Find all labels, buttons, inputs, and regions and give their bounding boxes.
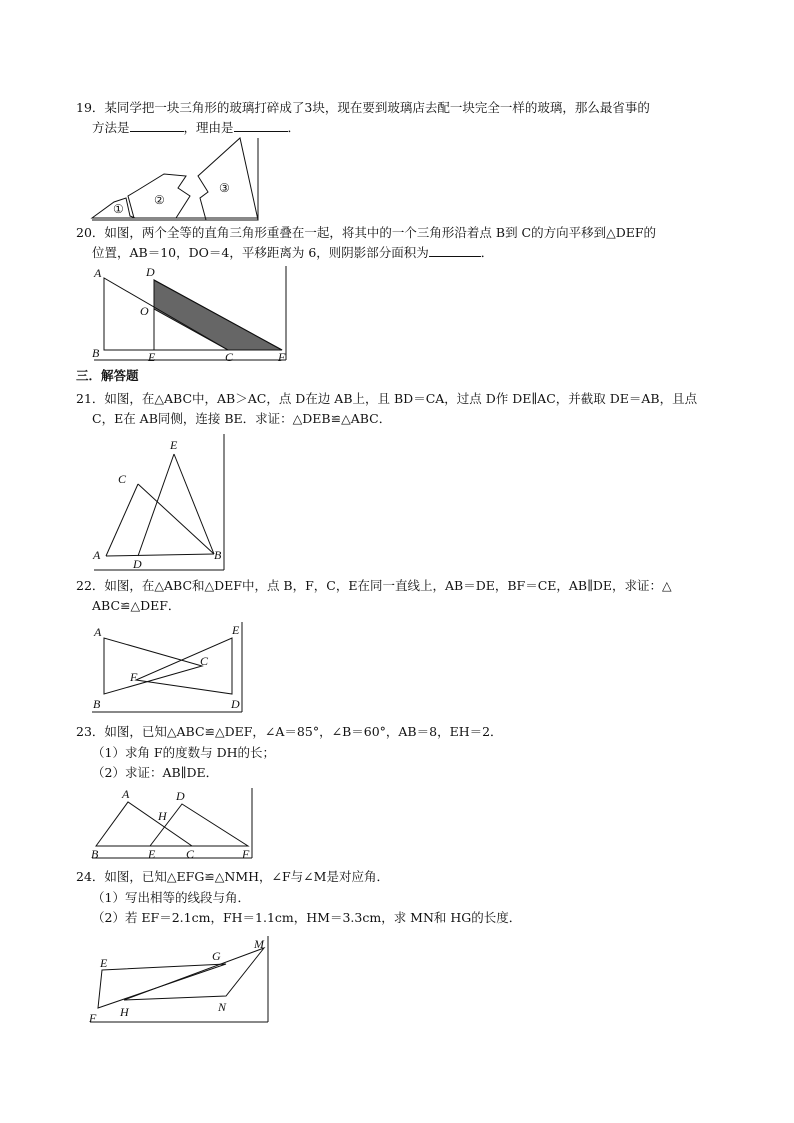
- label-E: E: [170, 438, 178, 452]
- q19-line2: [92, 120, 300, 136]
- q19-figure: [88, 136, 268, 226]
- label-C: C: [118, 472, 127, 486]
- label-E: E: [148, 350, 156, 364]
- label-B: B: [91, 847, 99, 861]
- label-E: E: [148, 847, 156, 861]
- label-E: E: [100, 956, 108, 970]
- triangle-abc: [104, 638, 202, 694]
- label-F: F: [130, 670, 138, 684]
- q20-line2: [92, 245, 493, 261]
- label-O: O: [140, 304, 149, 318]
- label-piece-3: ③: [219, 181, 230, 195]
- q24-sub2: （2）若 EF＝2.1cm，FH＝1.1cm，HM＝3.3cm，求 MN和 HG的长度．: [92, 910, 522, 925]
- q23-sub2: （2）求证：AB∥DE．: [92, 765, 219, 780]
- label-F: F: [278, 350, 286, 364]
- label-D: D: [176, 789, 185, 803]
- q21-figure: [90, 432, 235, 574]
- q23-line1: 23．如图，已知△ABC≌△DEF，∠A＝85°，∠B＝60°，AB＝8，EH＝2．: [76, 724, 503, 739]
- label-piece-2: ②: [154, 193, 165, 207]
- label-C: C: [200, 654, 209, 668]
- label-N: N: [218, 1000, 227, 1014]
- q24-sub1: （1）写出相等的线段与角．: [92, 890, 250, 905]
- label-D: D: [146, 265, 155, 279]
- label-A: A: [122, 787, 130, 801]
- label-piece-1: ①: [113, 202, 124, 216]
- q19-text-c: ．: [287, 120, 301, 135]
- label-B: B: [92, 346, 100, 360]
- q24-line1: 24．如图，已知△EFG≌△NMH，∠F与∠M是对应角．: [76, 869, 389, 884]
- label-A: A: [93, 548, 101, 562]
- q19-blank-method: [130, 120, 184, 132]
- label-M: M: [254, 937, 264, 951]
- label-C: C: [225, 350, 234, 364]
- label-B: B: [214, 548, 222, 562]
- label-C: C: [186, 847, 195, 861]
- triangle-abc: [96, 802, 192, 846]
- triangle-def: [136, 638, 232, 694]
- label-A: A: [94, 266, 102, 280]
- q22-line1: 22．如图，在△ABC和△DEF中，点 B，F，C，E在同一直线上，AB＝DE，BF＝CE，AB∥DE，求证：△: [76, 578, 672, 593]
- q19-blank-reason: [234, 120, 288, 132]
- q21-line1: 21．如图，在△ABC中，AB＞AC，点 D在边 AB上，且 BD＝CA，过点 D作 DE∥AC，并截取 DE＝AB，且点: [76, 391, 698, 406]
- label-D: D: [133, 557, 142, 571]
- label-E: E: [232, 623, 240, 637]
- q23-figure: [88, 786, 258, 862]
- label-D: D: [231, 697, 240, 711]
- q23-sub1: （1）求角 F的度数与 DH的长；: [92, 745, 275, 760]
- q19-text-b: ，理由是: [183, 120, 234, 135]
- q22-figure: [88, 620, 248, 716]
- q19-line1: 19．某同学把一块三角形的玻璃打碎成了3块，现在要到玻璃店去配一块完全一样的玻璃，那么最省事的: [76, 100, 650, 115]
- label-F: F: [89, 1011, 97, 1025]
- q20-text-b: ．: [480, 245, 494, 260]
- label-B: B: [93, 697, 101, 711]
- q20-line1: 20．如图，两个全等的直角三角形重叠在一起，将其中的一个三角形沿着点 B到 C的方向平移到△DEF的: [76, 225, 657, 240]
- glass-piece-3: [198, 138, 258, 220]
- label-A: A: [94, 625, 102, 639]
- q24-figure: [86, 934, 274, 1028]
- q20-figure: [88, 264, 293, 368]
- section-title: 三．解答题: [76, 368, 139, 383]
- q20-blank-area: [429, 245, 481, 257]
- label-G: G: [212, 949, 221, 963]
- triangle-nmh: [124, 948, 264, 1000]
- label-F: F: [242, 847, 250, 861]
- label-H: H: [158, 809, 167, 823]
- q21-line2: C，E在 AB同侧，连接 BE．求证：△DEB≌△ABC．: [92, 411, 392, 426]
- q19-text-a: 方法是: [92, 120, 130, 135]
- q20-text-a: 位置，AB＝10，DO＝4，平移距离为 6，则阴影部分面积为: [92, 245, 429, 260]
- q22-line2: ABC≌△DEF．: [92, 598, 181, 613]
- label-H: H: [120, 1005, 129, 1019]
